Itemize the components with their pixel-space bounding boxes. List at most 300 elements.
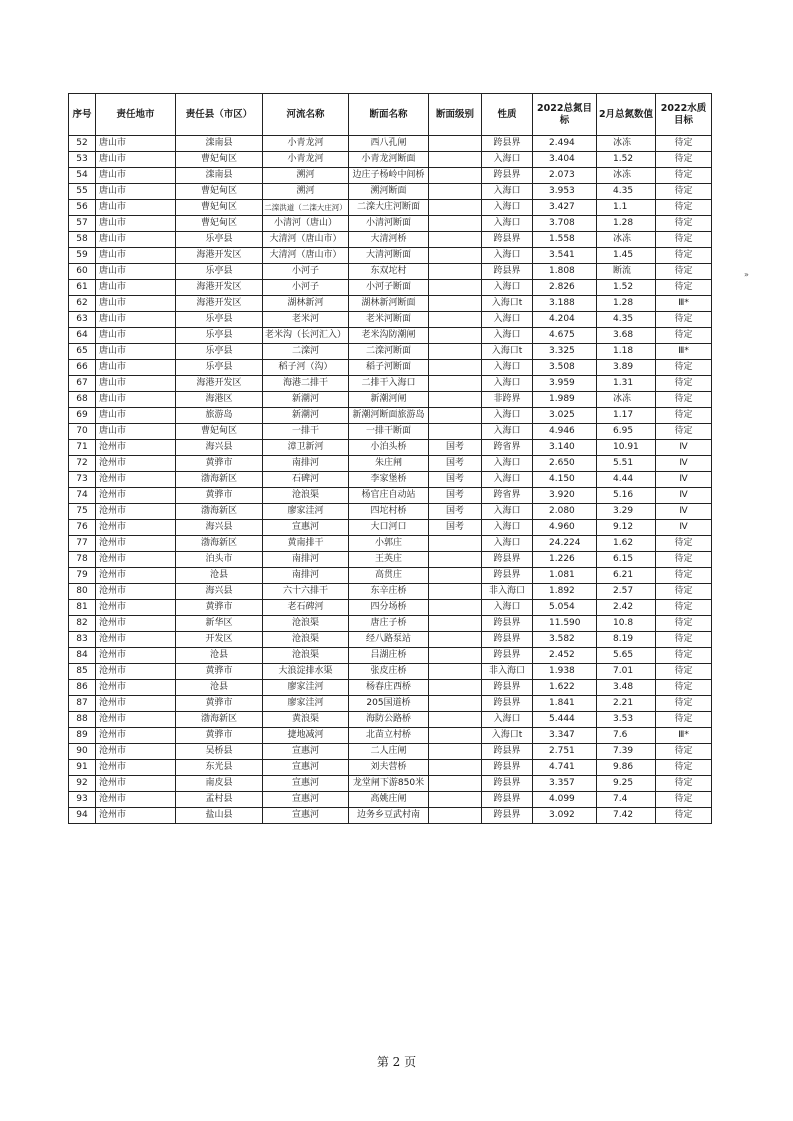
col-county-cell: 泊头市 (176, 552, 263, 568)
col-river-cell: 沧浪渠 (263, 648, 349, 664)
col-river-cell: 二滦洪道（二滦大庄河） (263, 200, 349, 216)
col-quality-target-cell: 待定 (656, 760, 712, 776)
col-type-cell: 入海口 (482, 600, 533, 616)
col-type-cell: 入海口 (482, 520, 533, 536)
col-type-cell: 入海口 (482, 200, 533, 216)
table-row (69, 392, 712, 408)
col-feb-tn-cell: 3.68 (597, 328, 656, 344)
col-section-cell: 大口河口 (349, 520, 429, 536)
col-river-cell: 宣惠河 (263, 776, 349, 792)
table-row (69, 792, 712, 808)
col-type-cell: 入海口 (482, 712, 533, 728)
col-feb-tn-cell: 1.28 (597, 296, 656, 312)
col-target-tn-cell: 4.099 (533, 792, 597, 808)
col-quality-target-cell: 待定 (656, 408, 712, 424)
col-index-cell: 71 (69, 440, 96, 456)
col-river-cell: 沧浪渠 (263, 632, 349, 648)
col-section-cell: 朱庄闸 (349, 456, 429, 472)
col-target-tn-cell: 1.558 (533, 232, 597, 248)
col-county-cell: 乐亭县 (176, 312, 263, 328)
col-target-tn-cell: 11.590 (533, 616, 597, 632)
col-county-cell: 乐亭县 (176, 264, 263, 280)
col-feb-tn-cell: 1.62 (597, 536, 656, 552)
col-section-cell: 李家堡桥 (349, 472, 429, 488)
col-section-header: 断面名称 (349, 94, 429, 136)
col-level-cell (429, 152, 482, 168)
col-index-cell: 79 (69, 568, 96, 584)
table-row (69, 632, 712, 648)
col-county-cell: 曹妃甸区 (176, 184, 263, 200)
col-section-cell: 小郭庄 (349, 536, 429, 552)
col-level-cell: 国考 (429, 488, 482, 504)
col-county-cell: 乐亭县 (176, 328, 263, 344)
table-header-row (69, 94, 712, 136)
col-index-cell: 93 (69, 792, 96, 808)
col-county-cell: 曹妃甸区 (176, 216, 263, 232)
col-index-cell: 63 (69, 312, 96, 328)
col-county-cell: 新华区 (176, 616, 263, 632)
col-quality-target-cell: Ⅳ (656, 488, 712, 504)
col-target-tn-cell: 3.920 (533, 488, 597, 504)
col-county-cell: 海兴县 (176, 440, 263, 456)
col-type-cell: 跨县界 (482, 616, 533, 632)
col-feb-tn-cell: 1.52 (597, 280, 656, 296)
col-quality-target-cell: 待定 (656, 392, 712, 408)
col-county-cell: 曹妃甸区 (176, 152, 263, 168)
col-type-cell: 跨县界 (482, 760, 533, 776)
col-county-cell: 黄骅市 (176, 728, 263, 744)
col-feb-tn-cell: 10.8 (597, 616, 656, 632)
col-type-cell: 入海口 (482, 216, 533, 232)
col-quality-target-cell: Ⅳ (656, 456, 712, 472)
col-type-cell: 入海口t (482, 344, 533, 360)
col-section-cell: 湖林新河断面 (349, 296, 429, 312)
col-section-cell: 稻子河断面 (349, 360, 429, 376)
col-index-cell: 72 (69, 456, 96, 472)
col-type-cell: 跨县界 (482, 792, 533, 808)
col-river-cell: 南排河 (263, 568, 349, 584)
col-feb-tn-cell: 5.65 (597, 648, 656, 664)
table-row (69, 808, 712, 824)
col-section-cell: 新潮河断面旅游岛 (349, 408, 429, 424)
col-index-cell: 58 (69, 232, 96, 248)
col-section-cell: 二人庄闸 (349, 744, 429, 760)
col-index-cell: 83 (69, 632, 96, 648)
col-index-cell: 77 (69, 536, 96, 552)
col-section-cell: 唐庄子桥 (349, 616, 429, 632)
col-feb-tn-cell: 断流 (597, 264, 656, 280)
col-quality-target-cell: 待定 (656, 584, 712, 600)
col-county-cell: 东光县 (176, 760, 263, 776)
col-level-cell (429, 536, 482, 552)
table-row (69, 568, 712, 584)
col-river-cell: 廖家洼河 (263, 696, 349, 712)
col-county-cell: 滦南县 (176, 136, 263, 152)
col-city-cell: 唐山市 (96, 392, 176, 408)
col-type-cell: 非跨界 (482, 392, 533, 408)
col-type-cell: 入海口t (482, 296, 533, 312)
table-row (69, 664, 712, 680)
table-row (69, 584, 712, 600)
col-target-tn-cell: 4.150 (533, 472, 597, 488)
col-river-cell: 小河子 (263, 280, 349, 296)
col-river-cell: 南排河 (263, 456, 349, 472)
col-city-cell: 唐山市 (96, 200, 176, 216)
col-target-tn-cell: 4.675 (533, 328, 597, 344)
col-level-cell (429, 552, 482, 568)
col-section-cell: 吕湖庄桥 (349, 648, 429, 664)
col-index-cell: 73 (69, 472, 96, 488)
col-type-cell: 跨县界 (482, 680, 533, 696)
col-type-cell: 跨县界 (482, 264, 533, 280)
col-level-cell (429, 728, 482, 744)
col-quality-target-cell: Ⅳ (656, 504, 712, 520)
table-row (69, 504, 712, 520)
table-row (69, 264, 712, 280)
col-type-cell: 入海口 (482, 280, 533, 296)
col-city-cell: 沧州市 (96, 600, 176, 616)
col-city-cell: 沧州市 (96, 712, 176, 728)
col-city-cell: 唐山市 (96, 296, 176, 312)
col-county-cell: 海港开发区 (176, 248, 263, 264)
col-section-cell: 小清河断面 (349, 216, 429, 232)
col-target-tn-cell: 3.347 (533, 728, 597, 744)
col-type-cell: 入海口 (482, 376, 533, 392)
col-index-cell: 92 (69, 776, 96, 792)
col-county-cell: 渤海新区 (176, 472, 263, 488)
col-city-cell: 沧州市 (96, 632, 176, 648)
col-index-cell: 65 (69, 344, 96, 360)
col-river-cell: 廖家洼河 (263, 504, 349, 520)
col-quality-target-cell: 待定 (656, 424, 712, 440)
col-county-cell: 吴桥县 (176, 744, 263, 760)
col-level-cell (429, 168, 482, 184)
col-target-tn-cell: 2.826 (533, 280, 597, 296)
col-target-tn-cell: 1.622 (533, 680, 597, 696)
col-target-tn-cell: 2.494 (533, 136, 597, 152)
col-county-cell: 旅游岛 (176, 408, 263, 424)
col-feb-tn-cell: 4.35 (597, 312, 656, 328)
col-river-cell: 沧浪渠 (263, 488, 349, 504)
col-level-cell (429, 680, 482, 696)
col-feb-tn-cell: 2.42 (597, 600, 656, 616)
table-row (69, 440, 712, 456)
col-section-cell: 杨春庄西桥 (349, 680, 429, 696)
col-river-cell: 小青龙河 (263, 136, 349, 152)
col-city-cell: 唐山市 (96, 408, 176, 424)
col-type-cell: 入海口 (482, 184, 533, 200)
col-section-cell: 东辛庄桥 (349, 584, 429, 600)
col-index-cell: 69 (69, 408, 96, 424)
col-feb-tn-cell: 3.53 (597, 712, 656, 728)
col-level-cell (429, 312, 482, 328)
table-row (69, 600, 712, 616)
col-level-cell (429, 408, 482, 424)
col-index-cell: 60 (69, 264, 96, 280)
col-level-cell: 国考 (429, 456, 482, 472)
col-type-cell: 入海口 (482, 536, 533, 552)
col-feb-tn-cell: 8.19 (597, 632, 656, 648)
col-city-cell: 唐山市 (96, 312, 176, 328)
col-section-cell: 边务乡豆武村南 (349, 808, 429, 824)
page-number: 第 2 页 (376, 1055, 417, 1069)
col-city-cell: 沧州市 (96, 792, 176, 808)
col-section-cell: 高姚庄闸 (349, 792, 429, 808)
col-index-cell: 55 (69, 184, 96, 200)
col-quality-target-cell: 待定 (656, 680, 712, 696)
col-index-cell: 66 (69, 360, 96, 376)
col-river-cell: 沧浪渠 (263, 616, 349, 632)
col-city-cell: 唐山市 (96, 216, 176, 232)
col-city-cell: 唐山市 (96, 152, 176, 168)
col-target-tn-cell: 3.953 (533, 184, 597, 200)
table-row (69, 616, 712, 632)
col-quality-target-cell: 待定 (656, 168, 712, 184)
col-target-tn-cell: 3.357 (533, 776, 597, 792)
col-city-cell: 沧州市 (96, 456, 176, 472)
col-feb-tn-cell: 10.91 (597, 440, 656, 456)
col-city-cell: 沧州市 (96, 696, 176, 712)
col-level-cell (429, 248, 482, 264)
col-target-tn-cell: 3.582 (533, 632, 597, 648)
col-index-cell: 70 (69, 424, 96, 440)
col-type-cell: 跨县界 (482, 552, 533, 568)
col-county-cell: 南皮县 (176, 776, 263, 792)
col-city-cell: 沧州市 (96, 552, 176, 568)
col-feb-tn-cell: 冰冻 (597, 232, 656, 248)
col-level-cell (429, 296, 482, 312)
table-row (69, 280, 712, 296)
col-type-cell: 跨省界 (482, 488, 533, 504)
col-level-cell (429, 664, 482, 680)
col-level-cell: 国考 (429, 472, 482, 488)
col-city-cell: 沧州市 (96, 584, 176, 600)
col-feb-tn-cell: 4.35 (597, 184, 656, 200)
col-type-cell: 跨县界 (482, 568, 533, 584)
table-row (69, 232, 712, 248)
col-county-cell: 海港开发区 (176, 376, 263, 392)
col-feb-tn-cell: 6.21 (597, 568, 656, 584)
col-feb-tn-cell: 5.16 (597, 488, 656, 504)
col-city-cell: 唐山市 (96, 184, 176, 200)
col-county-cell: 黄骅市 (176, 664, 263, 680)
col-index-cell: 85 (69, 664, 96, 680)
table-row (69, 472, 712, 488)
col-feb-tn-cell: 6.95 (597, 424, 656, 440)
col-section-cell: 老米河断面 (349, 312, 429, 328)
col-river-cell: 南排河 (263, 552, 349, 568)
col-target-tn-cell: 3.325 (533, 344, 597, 360)
col-target-tn-cell: 5.054 (533, 600, 597, 616)
col-index-cell: 90 (69, 744, 96, 760)
col-city-cell: 沧州市 (96, 472, 176, 488)
col-type-cell: 入海口 (482, 456, 533, 472)
col-county-cell: 海兴县 (176, 520, 263, 536)
col-feb-tn-cell: 3.48 (597, 680, 656, 696)
col-quality-target-cell: 待定 (656, 808, 712, 824)
col-index-cell: 53 (69, 152, 96, 168)
col-quality-target-cell: 待定 (656, 632, 712, 648)
col-type-cell: 跨县界 (482, 744, 533, 760)
col-feb-tn-cell: 9.86 (597, 760, 656, 776)
col-river-cell: 宣惠河 (263, 520, 349, 536)
col-county-cell: 曹妃甸区 (176, 424, 263, 440)
col-river-cell: 小河子 (263, 264, 349, 280)
col-target-tn-cell: 1.989 (533, 392, 597, 408)
col-quality-target-cell: Ⅲ* (656, 344, 712, 360)
col-county-cell: 孟村县 (176, 792, 263, 808)
col-city-cell: 唐山市 (96, 168, 176, 184)
col-feb-tn-cell: 7.4 (597, 792, 656, 808)
col-city-cell: 沧州市 (96, 664, 176, 680)
col-city-cell: 唐山市 (96, 360, 176, 376)
col-type-cell: 跨县界 (482, 136, 533, 152)
col-river-cell: 小青龙河 (263, 152, 349, 168)
col-city-cell: 沧州市 (96, 744, 176, 760)
col-city-cell: 沧州市 (96, 680, 176, 696)
table-row (69, 312, 712, 328)
col-level-cell (429, 792, 482, 808)
col-section-cell: 西八孔闸 (349, 136, 429, 152)
col-target-tn-cell: 1.892 (533, 584, 597, 600)
col-level-cell (429, 648, 482, 664)
col-type-cell: 入海口 (482, 312, 533, 328)
col-feb-tn-cell: 3.29 (597, 504, 656, 520)
col-type-cell: 入海口 (482, 360, 533, 376)
col-county-cell: 沧县 (176, 648, 263, 664)
col-county-header: 责任县（市区） (176, 94, 263, 136)
col-city-cell: 唐山市 (96, 376, 176, 392)
col-city-cell: 唐山市 (96, 136, 176, 152)
col-level-cell (429, 584, 482, 600)
col-river-cell: 小清河（唐山） (263, 216, 349, 232)
col-target-tn-cell: 3.140 (533, 440, 597, 456)
col-quality-target-cell: 待定 (656, 568, 712, 584)
col-section-cell: 龙堂闸下游850米 (349, 776, 429, 792)
col-river-cell: 六十六排干 (263, 584, 349, 600)
col-level-cell (429, 344, 482, 360)
col-target-tn-cell: 1.938 (533, 664, 597, 680)
col-quality-target-cell: 待定 (656, 200, 712, 216)
table-row (69, 520, 712, 536)
col-index-cell: 64 (69, 328, 96, 344)
col-section-cell: 边庄子杨岭中间桥 (349, 168, 429, 184)
col-target-tn-header: 2022总氮目标 (533, 94, 597, 136)
table-row (69, 152, 712, 168)
col-index-cell: 76 (69, 520, 96, 536)
col-level-cell (429, 712, 482, 728)
col-section-cell: 张皮庄桥 (349, 664, 429, 680)
col-quality-target-cell: 待定 (656, 616, 712, 632)
col-level-cell: 国考 (429, 520, 482, 536)
table-row (69, 744, 712, 760)
col-county-cell: 盐山县 (176, 808, 263, 824)
col-county-cell: 乐亭县 (176, 360, 263, 376)
col-city-cell: 沧州市 (96, 616, 176, 632)
col-level-cell (429, 360, 482, 376)
col-city-cell: 沧州市 (96, 728, 176, 744)
col-type-cell: 入海口 (482, 408, 533, 424)
col-city-cell: 唐山市 (96, 424, 176, 440)
col-section-cell: 杨官庄自动站 (349, 488, 429, 504)
col-feb-tn-cell: 2.21 (597, 696, 656, 712)
col-type-cell: 入海口 (482, 504, 533, 520)
col-level-cell (429, 696, 482, 712)
table-row (69, 488, 712, 504)
col-river-cell: 稻子河（沟） (263, 360, 349, 376)
col-river-cell: 黄南排干 (263, 536, 349, 552)
col-quality-target-cell: Ⅲ* (656, 728, 712, 744)
col-quality-target-cell: 待定 (656, 744, 712, 760)
col-type-cell: 跨县界 (482, 696, 533, 712)
col-river-cell: 老石碑河 (263, 600, 349, 616)
col-index-cell: 56 (69, 200, 96, 216)
col-target-tn-cell: 1.226 (533, 552, 597, 568)
col-county-cell: 海港开发区 (176, 280, 263, 296)
col-type-cell: 非入海口 (482, 664, 533, 680)
col-section-cell: 205国道桥 (349, 696, 429, 712)
col-index-cell: 91 (69, 760, 96, 776)
col-target-tn-cell: 3.427 (533, 200, 597, 216)
col-index-cell: 68 (69, 392, 96, 408)
col-type-cell: 跨县界 (482, 808, 533, 824)
col-quality-target-cell: 待定 (656, 552, 712, 568)
col-river-cell: 新潮河 (263, 392, 349, 408)
col-county-cell: 黄骅市 (176, 456, 263, 472)
col-quality-target-cell: 待定 (656, 776, 712, 792)
table-row (69, 216, 712, 232)
col-quality-target-cell: 待定 (656, 712, 712, 728)
col-target-tn-cell: 1.841 (533, 696, 597, 712)
col-county-cell: 开发区 (176, 632, 263, 648)
col-feb-tn-cell: 1.52 (597, 152, 656, 168)
col-index-cell: 67 (69, 376, 96, 392)
col-county-cell: 渤海新区 (176, 504, 263, 520)
col-feb-tn-cell: 9.25 (597, 776, 656, 792)
col-index-cell: 57 (69, 216, 96, 232)
col-level-cell (429, 264, 482, 280)
col-river-cell: 捷地减河 (263, 728, 349, 744)
col-type-header: 性质 (482, 94, 533, 136)
col-index-cell: 86 (69, 680, 96, 696)
col-feb-tn-cell: 7.39 (597, 744, 656, 760)
col-index-cell: 75 (69, 504, 96, 520)
col-target-tn-cell: 3.404 (533, 152, 597, 168)
col-county-cell: 渤海新区 (176, 712, 263, 728)
col-target-tn-cell: 3.541 (533, 248, 597, 264)
col-river-cell: 宣惠河 (263, 744, 349, 760)
col-county-cell: 海港开发区 (176, 296, 263, 312)
table-body (69, 136, 712, 824)
col-quality-target-cell: 待定 (656, 216, 712, 232)
col-quality-target-cell: 待定 (656, 376, 712, 392)
col-river-cell: 黄浪渠 (263, 712, 349, 728)
col-section-cell: 高贯庄 (349, 568, 429, 584)
col-feb-tn-cell: 9.12 (597, 520, 656, 536)
col-section-cell: 二排干入海口 (349, 376, 429, 392)
col-target-tn-cell: 3.508 (533, 360, 597, 376)
col-city-cell: 沧州市 (96, 520, 176, 536)
col-level-cell (429, 568, 482, 584)
col-level-cell (429, 376, 482, 392)
col-quality-target-cell: 待定 (656, 648, 712, 664)
col-type-cell: 跨县界 (482, 168, 533, 184)
col-section-cell: 经八路泵站 (349, 632, 429, 648)
col-county-cell: 海港区 (176, 392, 263, 408)
col-feb-tn-cell: 1.1 (597, 200, 656, 216)
table-row (69, 552, 712, 568)
col-river-cell: 新潮河 (263, 408, 349, 424)
